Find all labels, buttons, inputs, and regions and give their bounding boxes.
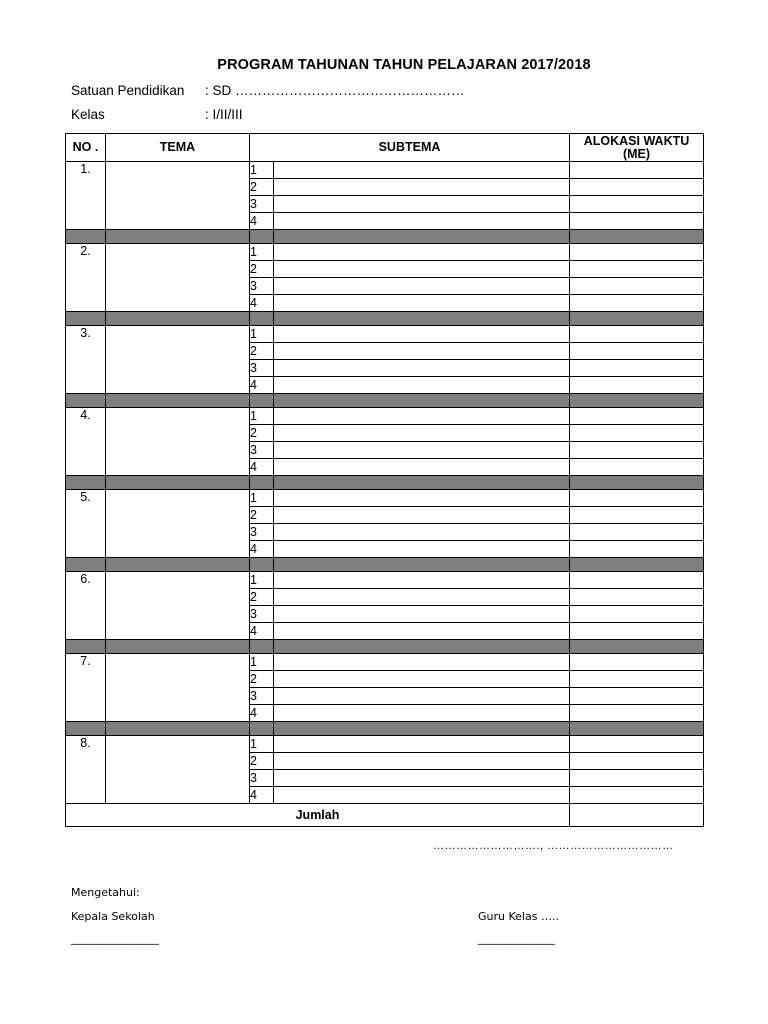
- subtema-cell: [274, 654, 570, 671]
- alokasi-cell: [570, 705, 704, 722]
- alokasi-cell: [570, 524, 704, 541]
- separator-row: [66, 230, 704, 244]
- separator-row: [66, 640, 704, 654]
- column-header-tema: TEMA: [106, 134, 250, 162]
- separator-cell: [106, 312, 250, 326]
- subtema-number: 3: [250, 770, 274, 787]
- alokasi-cell: [570, 459, 704, 476]
- separator-cell: [250, 230, 274, 244]
- subtema-cell: [274, 295, 570, 312]
- subtema-cell: [274, 442, 570, 459]
- subtema-cell: [274, 343, 570, 360]
- subtema-number: 1: [250, 326, 274, 343]
- separator-cell: [274, 476, 570, 490]
- subtema-number: 4: [250, 623, 274, 640]
- separator-cell: [274, 640, 570, 654]
- alokasi-cell: [570, 606, 704, 623]
- kelas-value: : I/II/III: [205, 107, 243, 122]
- alokasi-cell: [570, 442, 704, 459]
- subtema-cell: [274, 213, 570, 230]
- subtema-number: 2: [250, 343, 274, 360]
- theme-number: 6.: [66, 572, 106, 640]
- separator-row: [66, 558, 704, 572]
- alokasi-cell: [570, 196, 704, 213]
- subtema-row: [66, 326, 704, 343]
- subtema-cell: [274, 490, 570, 507]
- subtema-number: 1: [250, 408, 274, 425]
- subtema-cell: [274, 606, 570, 623]
- alokasi-cell: [570, 572, 704, 589]
- subtema-cell: [274, 408, 570, 425]
- page-title: PROGRAM TAHUNAN TAHUN PELAJARAN 2017/2018: [217, 57, 591, 73]
- subtema-number: 2: [250, 753, 274, 770]
- subtema-cell: [274, 524, 570, 541]
- alokasi-cell: [570, 507, 704, 524]
- alokasi-cell: [570, 162, 704, 179]
- subtema-cell: [274, 541, 570, 558]
- tema-cell: [106, 736, 250, 804]
- theme-number: 1.: [66, 162, 106, 230]
- separator-cell: [66, 558, 106, 572]
- subtema-number: 2: [250, 589, 274, 606]
- subtema-cell: [274, 671, 570, 688]
- subtema-number: 4: [250, 213, 274, 230]
- kelas-label: Kelas: [71, 107, 105, 122]
- separator-cell: [66, 312, 106, 326]
- separator-row: [66, 722, 704, 736]
- tema-cell: [106, 654, 250, 722]
- subtema-number: 4: [250, 541, 274, 558]
- subtema-cell: [274, 688, 570, 705]
- separator-cell: [106, 722, 250, 736]
- subtema-number: 1: [250, 736, 274, 753]
- column-header-no: NO .: [66, 134, 106, 162]
- separator-cell: [570, 722, 704, 736]
- subtema-cell: [274, 425, 570, 442]
- alokasi-cell: [570, 295, 704, 312]
- theme-number: 2.: [66, 244, 106, 312]
- subtema-row: [66, 490, 704, 507]
- total-label: Jumlah: [66, 804, 570, 827]
- separator-cell: [66, 722, 106, 736]
- separator-cell: [274, 312, 570, 326]
- subtema-cell: [274, 753, 570, 770]
- subtema-cell: [274, 377, 570, 394]
- theme-number: 5.: [66, 490, 106, 558]
- subtema-number: 1: [250, 244, 274, 261]
- subtema-number: 2: [250, 179, 274, 196]
- subtema-cell: [274, 770, 570, 787]
- alokasi-cell: [570, 343, 704, 360]
- subtema-cell: [274, 162, 570, 179]
- separator-cell: [570, 394, 704, 408]
- subtema-number: 3: [250, 278, 274, 295]
- subtema-number: 3: [250, 442, 274, 459]
- alokasi-cell: [570, 688, 704, 705]
- separator-cell: [570, 312, 704, 326]
- separator-cell: [106, 476, 250, 490]
- theme-number: 7.: [66, 654, 106, 722]
- subtema-cell: [274, 705, 570, 722]
- subtema-number: 3: [250, 688, 274, 705]
- alokasi-cell: [570, 326, 704, 343]
- subtema-number: 4: [250, 705, 274, 722]
- alokasi-cell: [570, 377, 704, 394]
- column-header-alokasi: ALOKASI WAKTU (ME): [570, 134, 704, 162]
- subtema-number: 2: [250, 671, 274, 688]
- separator-cell: [274, 722, 570, 736]
- tema-cell: [106, 572, 250, 640]
- subtema-cell: [274, 244, 570, 261]
- separator-cell: [274, 394, 570, 408]
- separator-cell: [106, 230, 250, 244]
- subtema-cell: [274, 360, 570, 377]
- alokasi-cell: [570, 360, 704, 377]
- satuan-pendidikan-value: : SD ……………………………………………: [205, 83, 465, 98]
- alokasi-cell: [570, 408, 704, 425]
- separator-row: [66, 394, 704, 408]
- subtema-number: 1: [250, 162, 274, 179]
- separator-cell: [274, 230, 570, 244]
- separator-cell: [106, 640, 250, 654]
- subtema-cell: [274, 261, 570, 278]
- subtema-cell: [274, 278, 570, 295]
- guru-kelas-label: Guru Kelas …..: [478, 910, 559, 923]
- program-table: [65, 133, 704, 827]
- alokasi-cell: [570, 654, 704, 671]
- separator-cell: [250, 312, 274, 326]
- subtema-cell: [274, 623, 570, 640]
- alokasi-cell: [570, 589, 704, 606]
- alokasi-cell: [570, 787, 704, 804]
- satuan-pendidikan-label: Satuan Pendidikan: [71, 83, 185, 98]
- subtema-number: 3: [250, 360, 274, 377]
- subtema-cell: [274, 459, 570, 476]
- alokasi-cell: [570, 490, 704, 507]
- subtema-number: 3: [250, 606, 274, 623]
- separator-cell: [250, 476, 274, 490]
- alokasi-cell: [570, 213, 704, 230]
- subtema-cell: [274, 196, 570, 213]
- total-value-cell: [570, 804, 704, 827]
- theme-number: 8.: [66, 736, 106, 804]
- subtema-number: 2: [250, 261, 274, 278]
- subtema-number: 1: [250, 654, 274, 671]
- tema-cell: [106, 408, 250, 476]
- alokasi-cell: [570, 179, 704, 196]
- alokasi-cell: [570, 278, 704, 295]
- alokasi-cell: [570, 261, 704, 278]
- separator-cell: [250, 394, 274, 408]
- alokasi-cell: [570, 736, 704, 753]
- tema-cell: [106, 244, 250, 312]
- alokasi-cell: [570, 753, 704, 770]
- alokasi-cell: [570, 425, 704, 442]
- subtema-cell: [274, 572, 570, 589]
- subtema-number: 2: [250, 425, 274, 442]
- place-date-line: ………………………., ……………………………: [433, 840, 674, 852]
- subtema-number: 4: [250, 295, 274, 312]
- subtema-number: 4: [250, 459, 274, 476]
- subtema-number: 2: [250, 507, 274, 524]
- theme-number: 4.: [66, 408, 106, 476]
- separator-cell: [106, 558, 250, 572]
- subtema-number: 3: [250, 196, 274, 213]
- separator-cell: [250, 640, 274, 654]
- column-header-subtema: SUBTEMA: [250, 134, 570, 162]
- separator-cell: [570, 476, 704, 490]
- separator-row: [66, 476, 704, 490]
- subtema-row: [66, 244, 704, 261]
- alokasi-cell: [570, 671, 704, 688]
- kepala-sekolah-signature-line: ________________: [71, 932, 159, 945]
- separator-cell: [106, 394, 250, 408]
- separator-cell: [250, 722, 274, 736]
- subtema-row: [66, 572, 704, 589]
- subtema-cell: [274, 507, 570, 524]
- subtema-row: [66, 162, 704, 179]
- subtema-row: [66, 408, 704, 425]
- separator-cell: [250, 558, 274, 572]
- subtema-row: [66, 654, 704, 671]
- tema-cell: [106, 162, 250, 230]
- subtema-number: 3: [250, 524, 274, 541]
- separator-cell: [66, 476, 106, 490]
- subtema-cell: [274, 787, 570, 804]
- alokasi-cell: [570, 541, 704, 558]
- subtema-row: [66, 736, 704, 753]
- separator-cell: [570, 558, 704, 572]
- alokasi-cell: [570, 770, 704, 787]
- separator-cell: [66, 640, 106, 654]
- guru-kelas-signature-line: ______________: [478, 932, 555, 945]
- separator-cell: [274, 558, 570, 572]
- separator-row: [66, 312, 704, 326]
- subtema-cell: [274, 589, 570, 606]
- alokasi-cell: [570, 623, 704, 640]
- separator-cell: [66, 394, 106, 408]
- subtema-number: 4: [250, 787, 274, 804]
- subtema-cell: [274, 326, 570, 343]
- separator-cell: [570, 230, 704, 244]
- subtema-number: 1: [250, 572, 274, 589]
- separator-cell: [570, 640, 704, 654]
- theme-number: 3.: [66, 326, 106, 394]
- alokasi-cell: [570, 244, 704, 261]
- subtema-cell: [274, 179, 570, 196]
- kepala-sekolah-label: Kepala Sekolah: [71, 910, 155, 923]
- tema-cell: [106, 490, 250, 558]
- subtema-number: 4: [250, 377, 274, 394]
- separator-cell: [66, 230, 106, 244]
- subtema-cell: [274, 736, 570, 753]
- tema-cell: [106, 326, 250, 394]
- mengetahui-label: Mengetahui:: [71, 886, 140, 899]
- subtema-number: 1: [250, 490, 274, 507]
